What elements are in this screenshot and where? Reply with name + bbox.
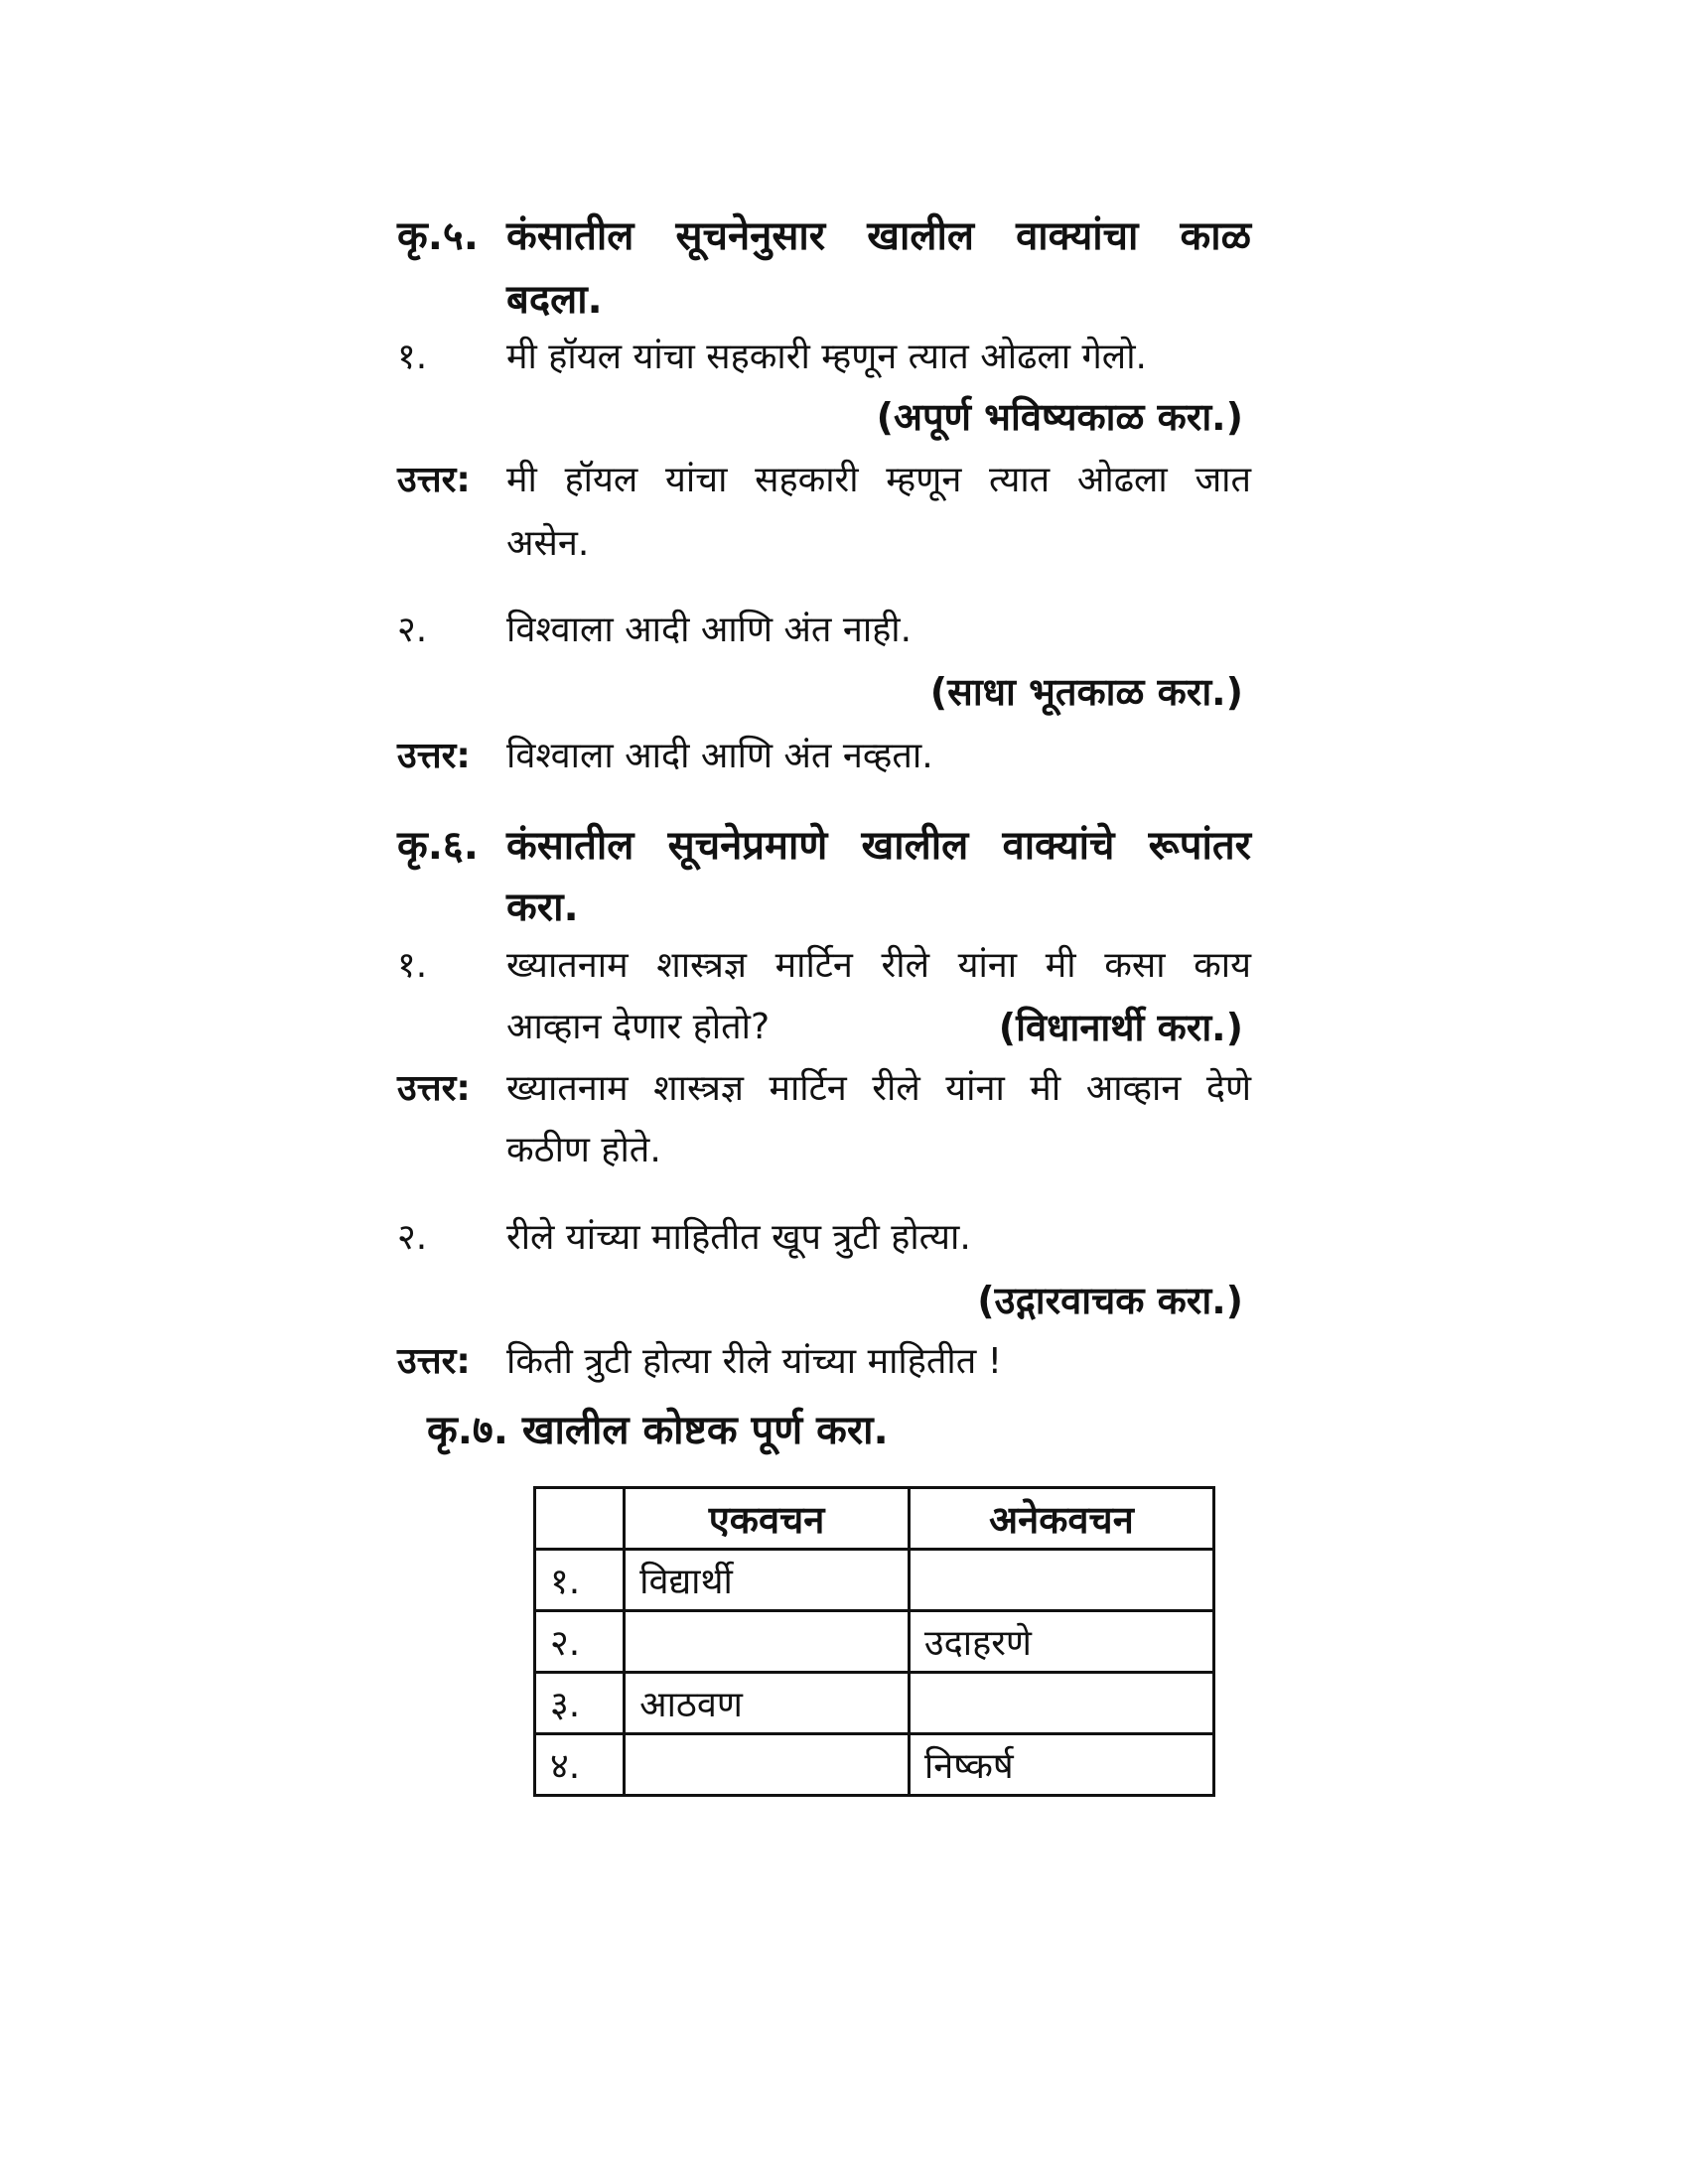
table-cell: विद्यार्थी [625,1550,910,1611]
q5-item1-answer-line2: असेन. [506,523,590,564]
q6-item1-text-line2: आव्हान देणार होतो? [506,1007,771,1047]
table-header-cell [535,1488,625,1550]
q5-item1-num: १. [397,337,428,377]
table-cell [909,1673,1213,1734]
q5-label: कृ.५. [397,213,479,259]
table-cell: ४. [535,1734,625,1796]
q6-item2-instruction: (उद्गारवाचक करा.) [977,1279,1243,1322]
table-cell [909,1550,1213,1611]
q5-item2-answer-line1: विश्वाला आदी आणि अंत नव्हता. [506,736,933,776]
table-row [535,1611,1214,1673]
q6-item2-text: रीले यांच्या माहितीत खूप त्रुटी होत्या. [506,1217,971,1258]
table-cell [625,1734,910,1796]
q6-item1-answer-label: उत्तर: [397,1068,471,1109]
q7-title: कृ.७. खालील कोष्टक पूर्ण करा. [427,1408,889,1453]
q5-item2-num: २. [397,610,428,650]
table-row [535,1734,1214,1796]
table-cell: आठवण [625,1673,910,1734]
table-cell: २. [535,1611,625,1673]
table-cell: उदाहरणे [909,1611,1213,1673]
table-row [535,1673,1214,1734]
table-row [535,1550,1214,1611]
q5-item2-answer-label: उत्तर: [397,736,471,776]
q6-title-line2: करा. [506,885,579,930]
table-cell: निष्कर्ष [909,1734,1213,1796]
q5-title-line2: बदला. [506,277,603,323]
q5-item2-instruction: (साधा भूतकाळ करा.) [929,670,1243,714]
table-cell: १. [535,1550,625,1611]
q5-item1-instruction: (अपूर्ण भविष्यकाळ करा.) [876,395,1243,439]
q6-item1-answer-line2: कठीण होते. [506,1130,661,1170]
table-header-cell: अनेकवचन [909,1488,1213,1550]
q6-item1-text-line1: ख्यातनाम शास्त्रज्ञ मार्टिन रीले यांना मी कसा काय [506,945,1251,986]
q5-item1-text: मी हॉयल यांचा सहकारी म्हणून त्यात ओढला गेलो. [506,337,1147,377]
q6-item1-answer-line1: ख्यातनाम शास्त्रज्ञ मार्टिन रीले यांना मी आव्हान देणे [506,1068,1251,1109]
q6-item1-num: १. [397,945,428,986]
table-cell [625,1611,910,1673]
q6-label: कृ.६. [397,823,479,869]
q5-item1-answer-line1: मी हॉयल यांचा सहकारी म्हणून त्यात ओढला जात [506,460,1251,500]
table-cell: ३. [535,1673,625,1734]
q6-item2-answer-line1: किती त्रुटी होत्या रीले यांच्या माहितीत ! [506,1341,1003,1382]
q5-item1-answer-label: उत्तर: [397,460,471,500]
q6-item1-instruction: (विधानार्थी करा.) [998,1006,1243,1049]
q5-title-line1: कंसातील सूचनेनुसार खालील वाक्यांचा काळ [506,213,1251,259]
table-header-row [535,1488,1214,1550]
q6-item2-num: २. [397,1217,428,1258]
q5-item2-text: विश्वाला आदी आणि अंत नाही. [506,610,913,650]
q6-item2-answer-label: उत्तर: [397,1341,471,1382]
singular-plural-table [533,1486,1215,1797]
table-header-cell: एकवचन [625,1488,910,1550]
q6-title-line1: कंसातील सूचनेप्रमाणे खालील वाक्यांचे रूपांतर [506,823,1251,869]
